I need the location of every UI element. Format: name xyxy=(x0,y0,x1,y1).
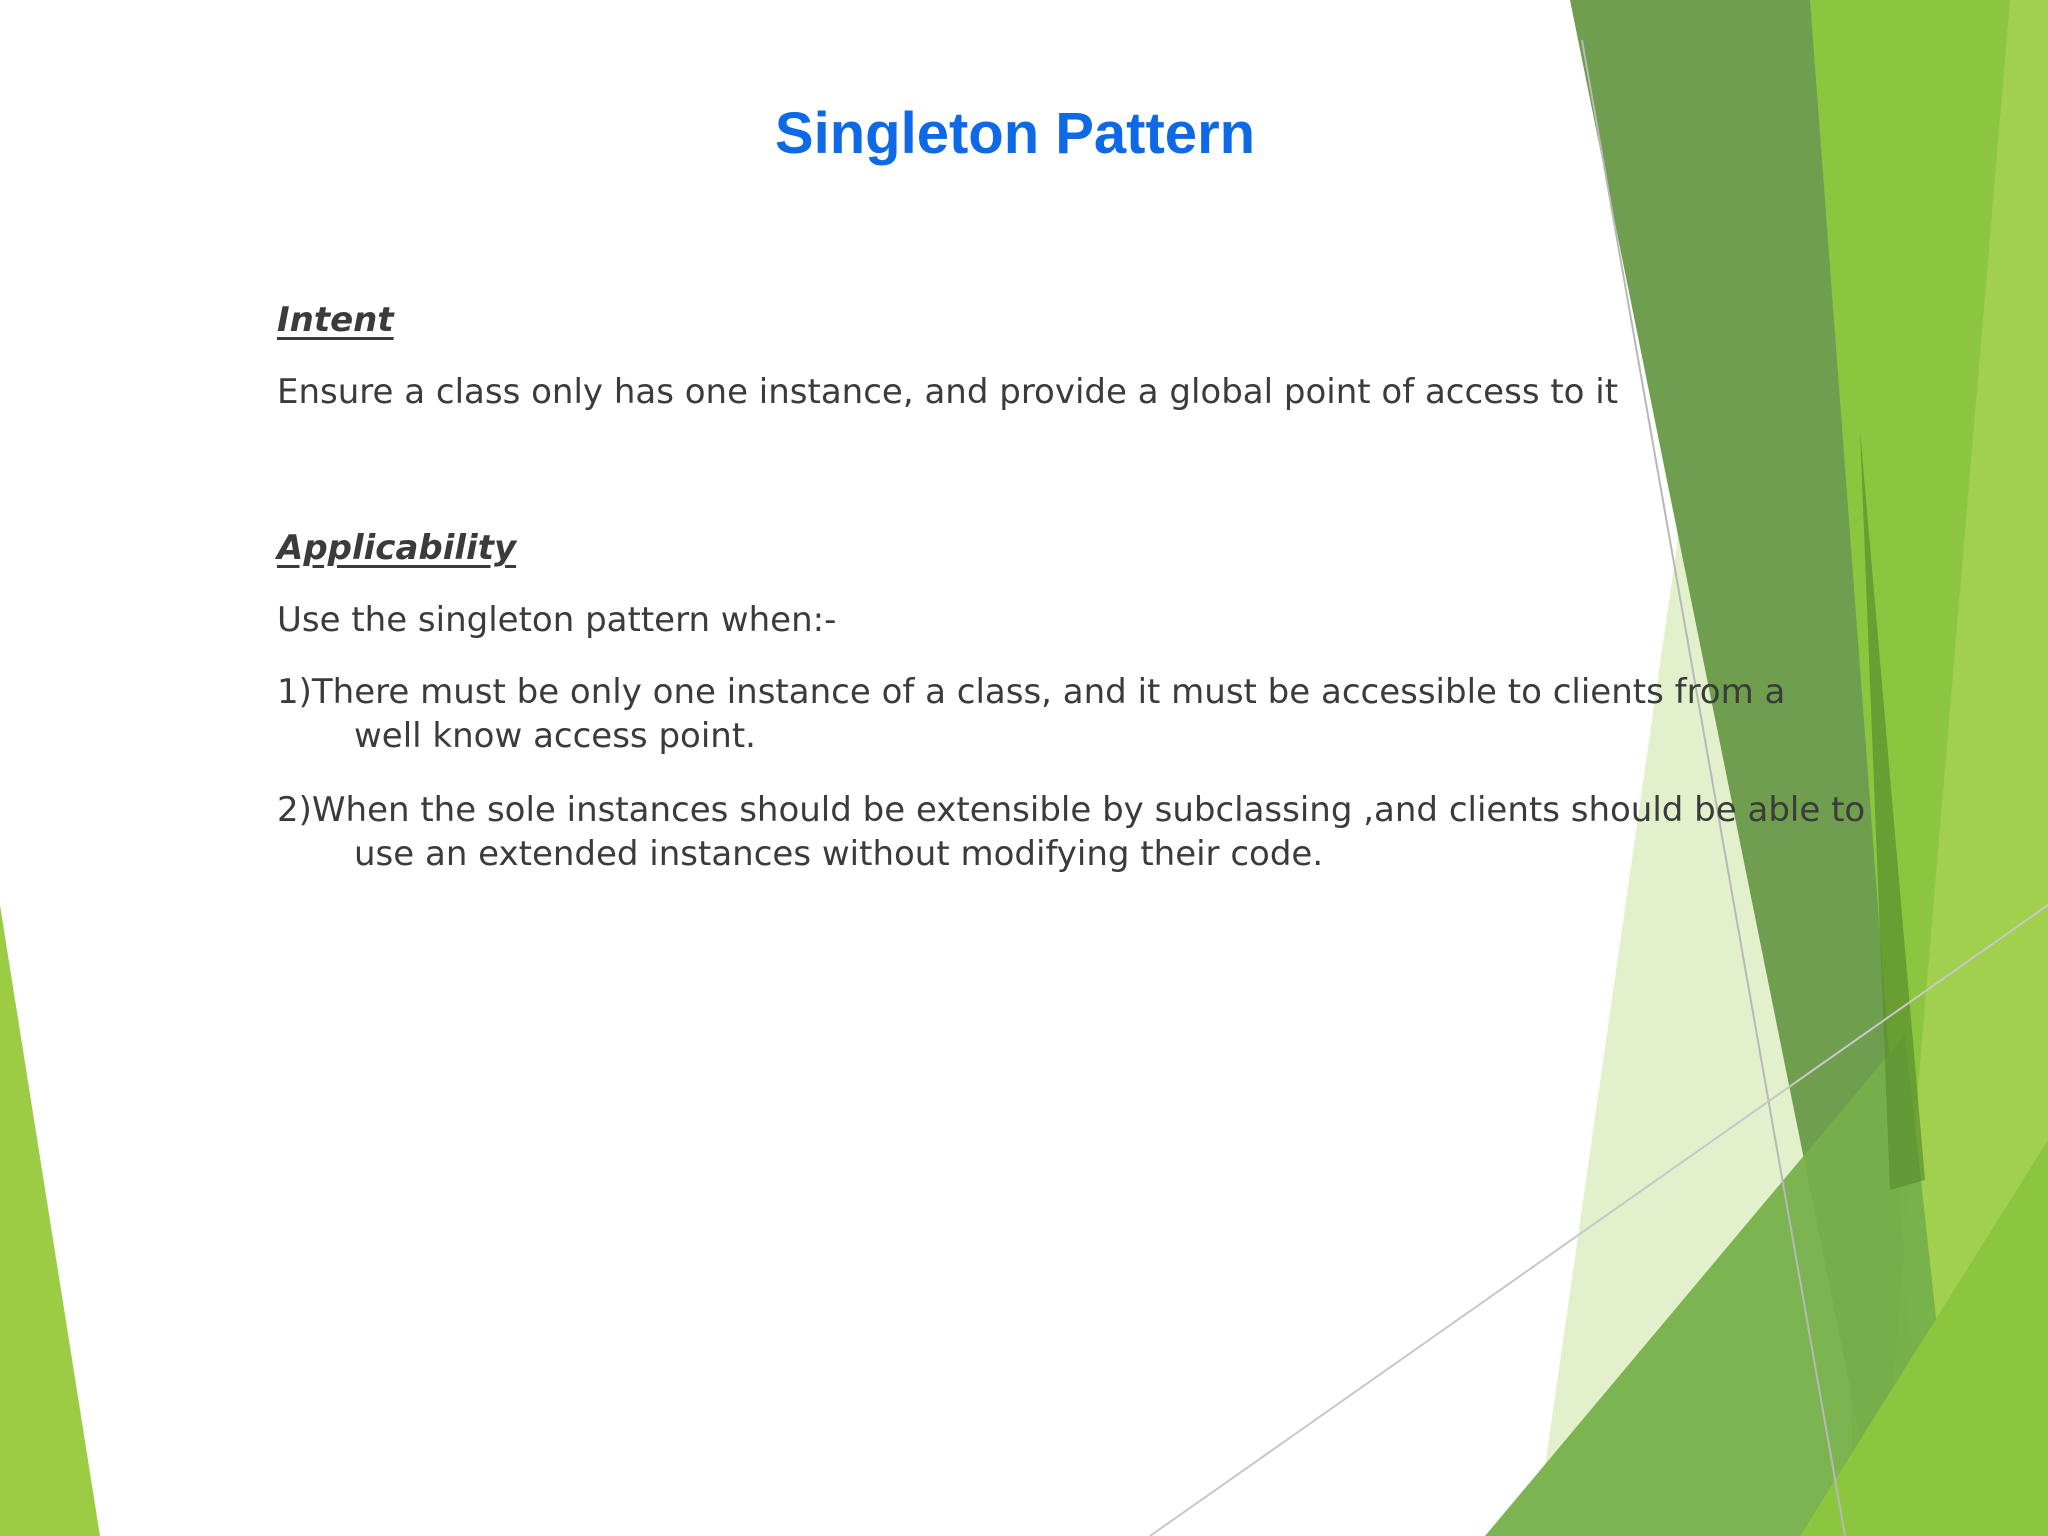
applicability-item-1 xyxy=(277,670,1837,758)
applicability-item-2 xyxy=(277,788,1866,876)
item-1-line-2: well know access point. xyxy=(354,716,756,756)
applicability-intro: Use the singleton pattern when:- xyxy=(277,600,837,640)
left-green-sliver xyxy=(0,905,100,1536)
intent-heading: Intent xyxy=(277,300,394,340)
slide-body xyxy=(277,298,1866,876)
item-1-line-1: 1)There must be only one instance of a class, and it must be accessible to clients from a xyxy=(277,672,1786,712)
slide-title: Singleton Pattern xyxy=(774,101,1256,166)
intent-text: Ensure a class only has one instance, and provide a global point of access to it xyxy=(277,372,1619,412)
applicability-heading: Applicability xyxy=(277,528,517,568)
item-2-line-2: use an extended instances without modifying their code. xyxy=(354,834,1324,874)
item-2-line-1: 2)When the sole instances should be extensible by subclassing ,and clients should be able to xyxy=(277,790,1866,830)
